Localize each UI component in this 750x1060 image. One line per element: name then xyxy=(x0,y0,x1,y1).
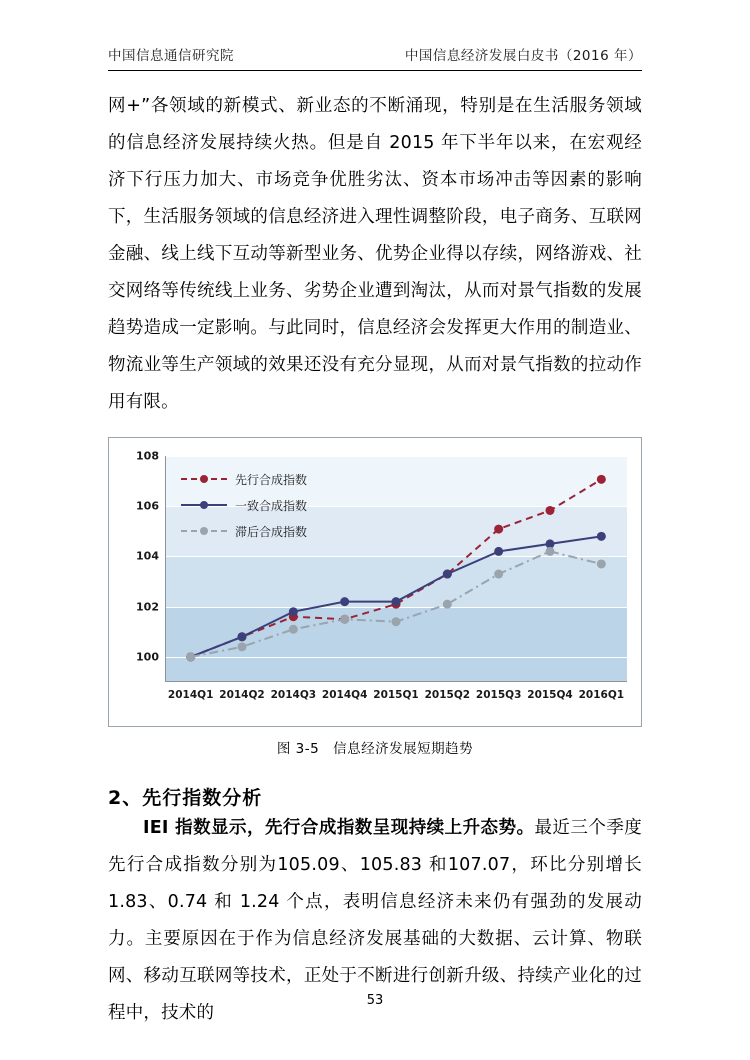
chart-point xyxy=(494,570,503,579)
chart-x-tick: 2015Q3 xyxy=(475,689,522,701)
chart-y-axis xyxy=(165,456,166,682)
legend-label: 先行合成指数 xyxy=(235,472,308,487)
legend-key-icon xyxy=(181,499,227,511)
chart-y-tick: 108 xyxy=(136,449,159,463)
chart-x-tick: 2014Q3 xyxy=(270,689,317,701)
chart-point xyxy=(597,532,606,541)
chart-y-tick: 102 xyxy=(136,600,159,614)
chart-x-tick: 2016Q1 xyxy=(578,689,625,701)
chart-point xyxy=(597,475,606,484)
page-number: 53 xyxy=(366,993,384,1008)
chart-line xyxy=(191,536,602,657)
chart-point xyxy=(238,642,247,651)
chart-point xyxy=(443,570,452,579)
chart-point xyxy=(289,625,298,634)
paragraph-1: 网+”各领域的新模式、新业态的不断涌现，特别是在生活服务领域的信息经济发展持续火热。但是自 2015 年下半年以来，在宏观经济下行压力加大、市场竞争优胜劣汰、资本市场冲击等因素的影响下，生活服务领域的信息经济进入理性调整阶段，电子商务、互联网金融、线上线下互动等新型业务、优势企业得以存续，网络游戏、社交网络等传统线上业务、劣势企业遭到淘汰，从而对景气指数的发展趋势造成一定影响。与此同时，信息经济会发挥更大作用的制造业、物流业等生产领域的效果还没有充分显现，从而对景气指数的拉动作用有限。 xyxy=(108,96,642,412)
page-content xyxy=(108,88,642,1032)
chart-x-axis xyxy=(165,681,627,682)
chart-point xyxy=(546,506,555,515)
paragraph-2-lead: IEI 指数显示，先行合成指数呈现持续上升态势。 xyxy=(143,818,535,838)
figure-caption: 图 3-5 信息经济发展短期趋势 xyxy=(276,741,474,757)
header-divider xyxy=(108,70,642,71)
header-left-text: 中国信息通信研究院 xyxy=(108,48,234,64)
chart-point xyxy=(340,615,349,624)
legend-item xyxy=(181,492,307,518)
header-right-text: 中国信息经济发展白皮书（2016 年） xyxy=(404,48,642,64)
chart-x-tick: 2015Q2 xyxy=(424,689,471,701)
chart-x-tick: 2014Q1 xyxy=(167,689,214,701)
chart-x-tick: 2014Q2 xyxy=(219,689,265,701)
legend-item xyxy=(181,466,307,492)
chart-y-tick: 100 xyxy=(136,650,159,664)
legend-key-icon xyxy=(181,473,227,485)
legend-item xyxy=(181,518,307,544)
chart-point xyxy=(392,617,401,626)
chart-point xyxy=(546,547,555,556)
figure-3-5 xyxy=(108,437,642,757)
chart-y-tick: 104 xyxy=(136,549,159,563)
chart-x-tick: 2015Q1 xyxy=(373,689,419,701)
chart-y-tick: 106 xyxy=(136,499,159,513)
chart-point xyxy=(186,652,195,661)
chart-point xyxy=(238,632,247,641)
section-heading: 2、先行指数分析 xyxy=(108,787,263,809)
chart-point xyxy=(597,559,606,568)
paragraph-2-rest: 最近三个季度先行合成指数分别为105.09、105.83 和107.07，环比分别增长1.83、0.74 和 1.24 个点，表明信息经济未来仍有强劲的发展动力。主要原因在于作为信息经济发展基础的大数据、云计算、物联网、移动互联网等技术，正处于不断进行创新升级、持续产业化的过程中，技术的 xyxy=(108,818,642,1023)
chart-point xyxy=(494,547,503,556)
chart-point xyxy=(494,525,503,534)
chart-x-tick: 2015Q4 xyxy=(527,689,573,701)
chart-point xyxy=(340,597,349,606)
page-header xyxy=(108,44,642,64)
chart-point xyxy=(443,600,452,609)
legend-label: 一致合成指数 xyxy=(235,498,308,513)
chart-point xyxy=(289,607,298,616)
chart-legend xyxy=(181,466,307,544)
chart-x-tick: 2014Q4 xyxy=(321,689,368,701)
chart-container xyxy=(108,437,642,727)
chart-point xyxy=(392,597,401,606)
legend-key-icon xyxy=(181,525,227,537)
legend-label: 滞后合成指数 xyxy=(235,524,308,539)
